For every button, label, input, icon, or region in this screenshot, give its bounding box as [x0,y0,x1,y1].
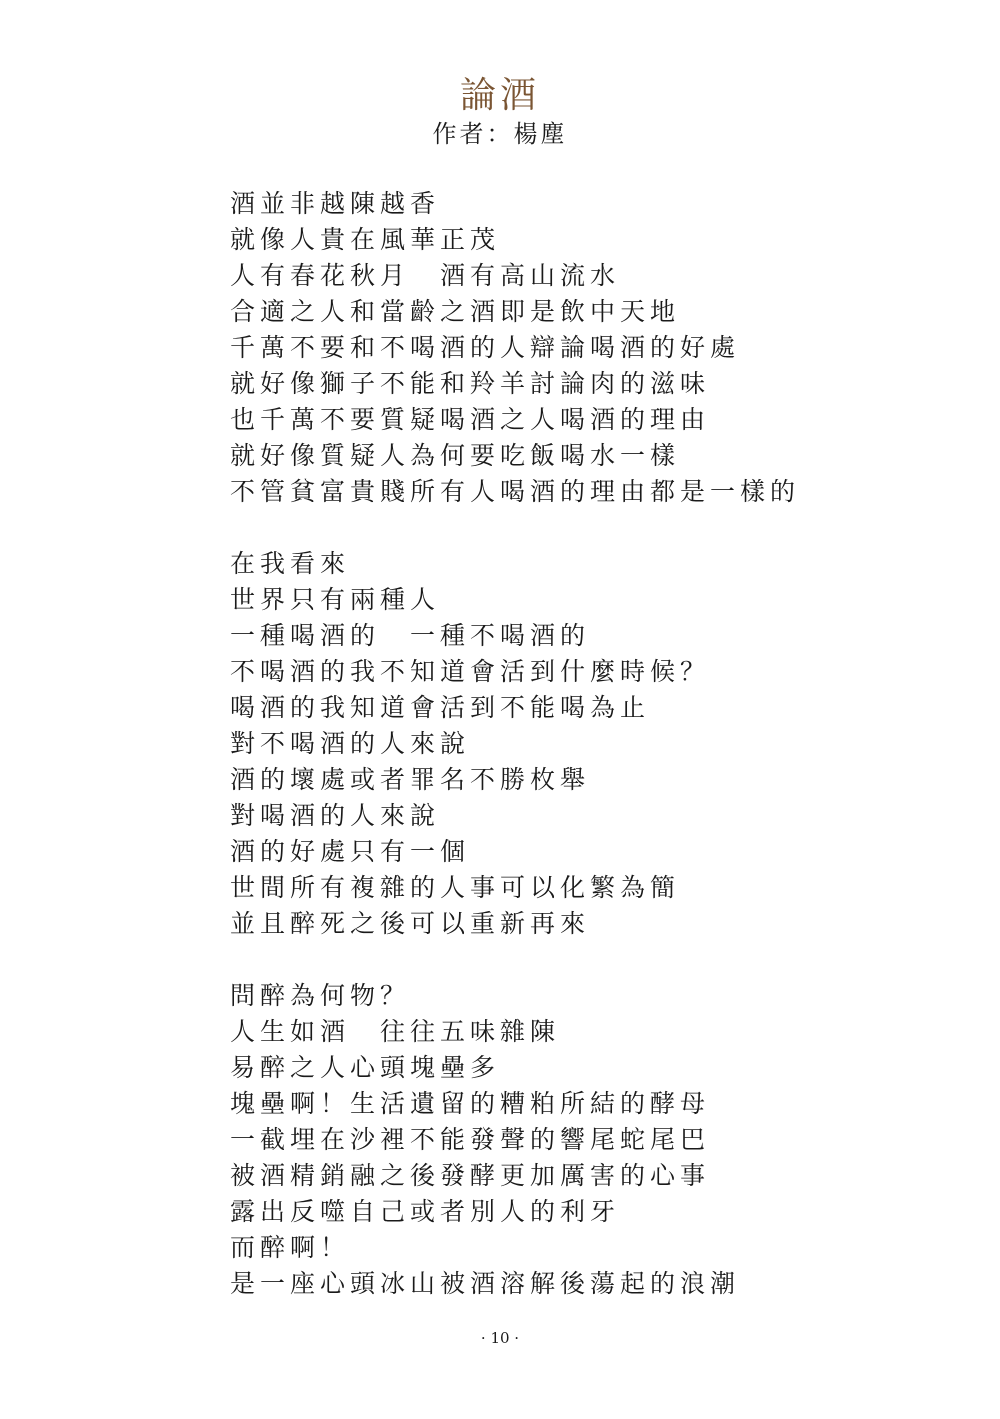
poem-line: 而醉啊！ [230,1233,351,1262]
poem-line: 不喝酒的我不知道會活到什麼時候？ [230,657,711,686]
poem-line: 也千萬不要質疑喝酒之人喝酒的理由 [230,405,711,434]
stanza-2 [230,546,950,942]
poem-line: 喝酒的我知道會活到不能喝為止 [230,693,651,722]
poem-line: 酒的好處只有一個 [230,837,471,866]
stanza-3 [230,978,950,1302]
poem-line: 並且醉死之後可以重新再來 [230,909,591,938]
poem-line: 一截埋在沙裡不能發聲的響尾蛇尾巴 [230,1125,711,1154]
document-title: 論酒 [459,75,540,116]
poem-body [230,186,950,1338]
poem-line: 世界只有兩種人 [230,585,441,614]
stanza-1 [230,186,950,510]
poem-line: 一種喝酒的 一種不喝酒的 [230,621,591,650]
poem-line: 不管貧富貴賤所有人喝酒的理由都是一樣的 [230,477,801,506]
poem-line: 酒並非越陳越香 [230,189,441,218]
author-line: 作者：楊塵 [432,120,568,148]
poem-line: 合適之人和當齡之酒即是飲中天地 [230,297,681,326]
poem-line: 問醉為何物？ [230,981,411,1010]
poem-line: 對喝酒的人來說 [230,801,441,830]
page-number: · 10 · [480,1329,520,1347]
poem-line: 對不喝酒的人來說 [230,729,471,758]
poem-line: 就好像質疑人為何要吃飯喝水一樣 [230,441,681,470]
poem-line: 就像人貴在風華正茂 [230,225,501,254]
poem-line: 千萬不要和不喝酒的人辯論喝酒的好處 [230,333,741,362]
poem-line: 酒的壞處或者罪名不勝枚舉 [230,765,591,794]
poem-line: 人有春花秋月 酒有高山流水 [230,261,621,290]
poem-line: 世間所有複雜的人事可以化繁為簡 [230,873,681,902]
poem-line: 在我看來 [230,549,351,578]
poem-line: 是一座心頭冰山被酒溶解後蕩起的浪潮 [230,1269,741,1298]
poem-line: 人生如酒 往往五味雜陳 [230,1017,561,1046]
poem-line: 露出反噬自己或者別人的利牙 [230,1197,621,1226]
poem-line: 塊壘啊！生活遺留的糟粕所結的酵母 [230,1089,711,1118]
poem-line: 就好像獅子不能和羚羊討論肉的滋味 [230,369,711,398]
poem-line: 被酒精銷融之後發酵更加厲害的心事 [230,1161,711,1190]
poem-line: 易醉之人心頭塊壘多 [230,1053,501,1082]
